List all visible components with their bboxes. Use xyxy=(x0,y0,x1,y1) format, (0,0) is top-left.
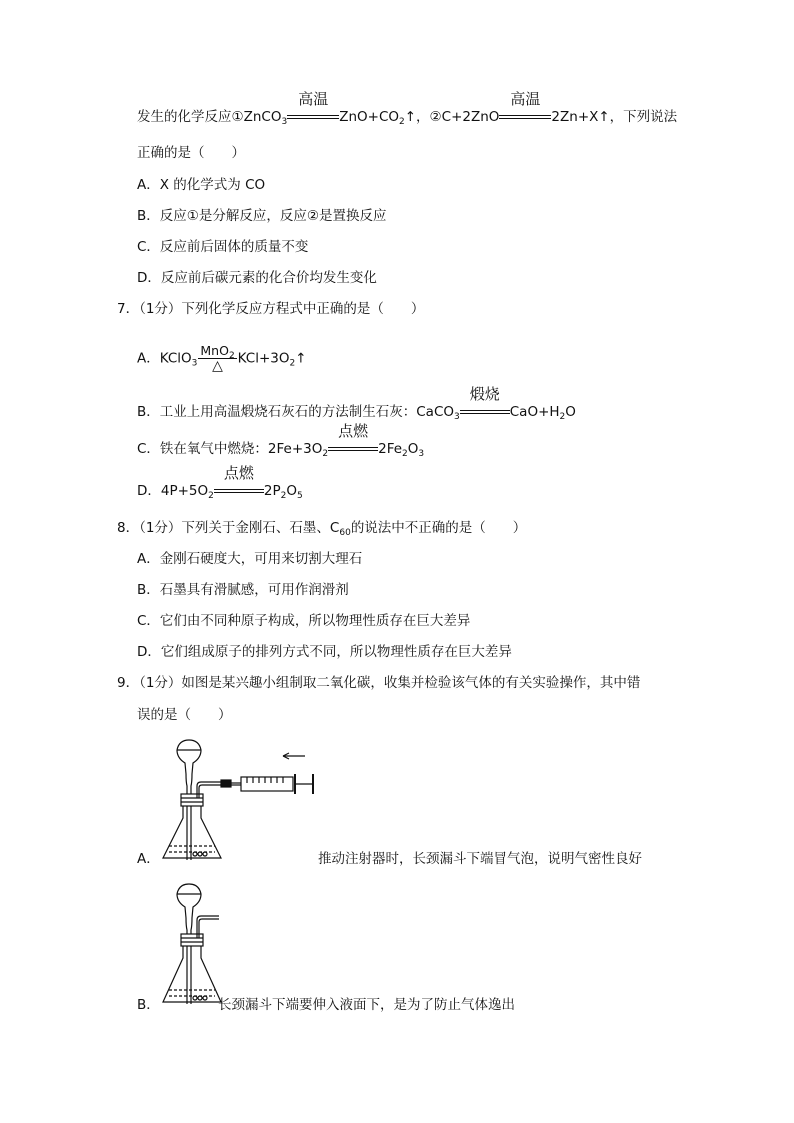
q8-option-c[interactable]: C．它们由不同种原子构成，所以物理性质存在巨大差异 xyxy=(137,613,471,629)
apparatus-b-funnel-diagram xyxy=(155,880,235,1010)
q9-option-b-label[interactable]: B． xyxy=(137,997,160,1013)
reaction-1-arrow: 高温 xyxy=(287,108,339,126)
q6-intro: 发生的化学反应 xyxy=(137,109,232,125)
q6-option-b[interactable]: B．反应①是分解反应，反应②是置换反应 xyxy=(137,208,387,224)
calcine-arrow: 煅烧 xyxy=(460,403,510,421)
ignite-arrow: 点燃 xyxy=(214,482,264,500)
q8-option-d[interactable]: D．它们组成原子的排列方式不同，所以物理性质存在巨大差异 xyxy=(137,644,512,660)
q9-option-a-label[interactable]: A． xyxy=(137,851,160,867)
reaction-2-mark: ② xyxy=(429,109,442,125)
q9-option-a-text: 推动注射器时，长颈漏斗下端冒气泡，说明气密性良好 xyxy=(318,851,642,867)
reaction-1-mark: ① xyxy=(231,109,244,125)
q9-option-b-text: 长颈漏斗下端要伸入液面下，是为了防止气体逸出 xyxy=(218,997,515,1013)
heat-triangle-icon: △ xyxy=(212,358,223,374)
q7-stem: 7．（1分）下列化学反应方程式中正确的是（ ） xyxy=(117,301,425,317)
q6-option-c[interactable]: C．反应前后固体的质量不变 xyxy=(137,239,309,255)
q8-option-b[interactable]: B．石墨具有滑腻感，可用作润滑剂 xyxy=(137,582,349,598)
q9-stem-line1: 9．（1分）如图是某兴趣小组制取二氧化碳，收集并检验该气体的有关实验操作，其中错 xyxy=(117,675,641,691)
q6-option-a[interactable]: A．X 的化学式为 CO xyxy=(137,177,266,193)
apparatus-a-airtightness-diagram xyxy=(155,736,335,866)
reaction-2-arrow: 高温 xyxy=(499,108,551,126)
mno2-catalyst-condition: $\frac{MnO_2}{\triangle}$ xyxy=(200,343,235,374)
q6-equation-line: 发生的化学反应①ZnCO$_3$ 高温 $ZnO+CO_2↑$，②C+2ZnO 高温 2Zn+X↑，下列说法 xyxy=(137,90,678,127)
q8-stem: 8．（1分）下列关于金刚石、石墨、$C_{60}$的说法中不正确的是（ ） xyxy=(117,520,527,538)
q7-option-b[interactable]: B．工业上用高温煅烧石灰石的方法制生石灰：CaCO$_3$ 煅烧 $CaO+H_2O$ xyxy=(137,385,576,422)
q9-stem-line2: 误的是（ ） xyxy=(137,707,232,723)
q7-option-d[interactable]: D．$4P+5O_2$ 点燃 $2P_2O_5$ xyxy=(137,464,303,501)
q8-option-a[interactable]: A．金刚石硬度大，可用来切割大理石 xyxy=(137,551,363,567)
ignite-arrow: 点燃 xyxy=(328,440,378,458)
q6-stem-end: 正确的是（ ） xyxy=(137,145,245,161)
q7-option-a[interactable]: A．KClO$_3$ $\frac{MnO_2}{\triangle}$ $KCl+3O_2↑$ xyxy=(137,343,307,374)
q6-option-d[interactable]: D．反应前后碳元素的化合价均发生变化 xyxy=(137,270,377,286)
q7-option-c[interactable]: C．铁在氧气中燃烧：$2Fe+3O_2$ 点燃 $2Fe_2O_3$ xyxy=(137,422,425,459)
